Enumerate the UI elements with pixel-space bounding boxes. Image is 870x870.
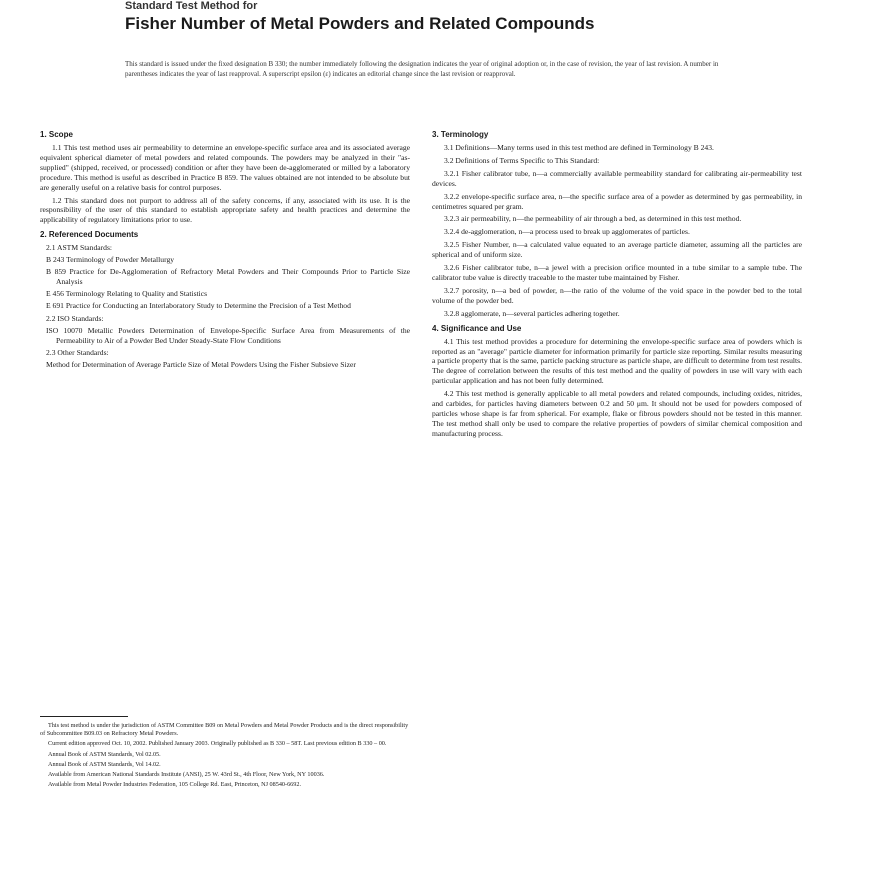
- document-header: [125, 0, 765, 34]
- scope-paragraph-2: 1.2 This standard does not purport to address all of the safety concerns, if any, associated with its use. It is the responsibility of the user of this standard to establish appropriate safety and health practices and determine the applicability of regulatory limitations prior to use.: [40, 195, 410, 225]
- reference-item: ISO 10070 Metallic Powders Determination of Envelope-Specific Surface Area from Measurements of the Permeability to Air of a Powder Bed Under Steady-State Flow Conditions: [46, 325, 410, 345]
- section-heading-terminology: 3. Terminology: [432, 130, 489, 139]
- scope-paragraph-1: 1.1 This test method uses air permeability to determine an envelope-specific surface area and its associated average equivalent spherical diameter of metal powders and related compounds. The powders may be analyzed in their "as-supplied" (shipped, received, or processed) condition or after they have been de-agglomerated or milled by a laboratory procedure. This method is useful as described in Practice B 859. The values obtained are not intended to be absolute but are generally useful on a relative basis for control purposes.: [40, 143, 410, 192]
- other-standards-heading: 2.3 Other Standards:: [46, 348, 109, 358]
- section-heading-significance: 4. Significance and Use: [432, 323, 522, 333]
- reference-item: Method for Determination of Average Particle Size of Metal Powders Using the Fisher Subsieve Sizer: [46, 360, 356, 370]
- reference-item: B 859 Practice for De-Agglomeration of Refractory Metal Powders and Their Compounds Prior to Particle Size Analysis: [46, 267, 410, 286]
- terminology-item: 3.2.1 Fisher calibrator tube, n—a commercially available permeability standard for calibrating air-permeability test devices.: [432, 168, 802, 188]
- terminology-item: 3.2.2 envelope-specific surface area, n—the specific surface area of a powder as determined by gas permeability, in centimetres squared per gram.: [432, 191, 802, 211]
- designation-line: Standard Test Method for: [125, 0, 258, 12]
- astm-standards-heading: 2.1 ASTM Standards:: [46, 243, 113, 253]
- footnote: Current edition approved Oct. 10, 2002. Published January 2003. Originally published as B 330 – 58T. Last previous edition B 330 – 00.: [48, 740, 387, 748]
- footnote: Available from Metal Powder Industries Federation, 105 College Rd. East, Princeton, NJ 08540-6692.: [48, 781, 302, 789]
- footnote: Annual Book of ASTM Standards, Vol 14.02.: [48, 760, 161, 768]
- terminology-item: 3.2 Definitions of Terms Specific to This Standard:: [444, 155, 600, 165]
- terminology-item: 3.2.8 agglomerate, n—several particles adhering together.: [444, 308, 620, 318]
- iso-standards-heading: 2.2 ISO Standards:: [46, 313, 104, 323]
- significance-paragraph-1: 4.1 This test method provides a procedure for determining the envelope-specific surface area of powders which is reported as an "average" particle diameter for information primarily for particle size reporting. Similar results measuring a particle property that is the same, particle packing structure as particle shape, are difficult to determine from test results. The degree of correlation between the results of this test method and the quality of powders in use will vary with each particular application and has not been fully determined.: [432, 336, 802, 386]
- terminology-item: 3.2.5 Fisher Number, n—a calculated value equated to an average particle diameter, assuming all the particles are spherical and of uniform size.: [432, 240, 802, 260]
- reference-item: E 456 Terminology Relating to Quality and Statistics: [46, 288, 208, 298]
- section-heading-scope: 1. Scope: [40, 130, 73, 139]
- terminology-item: 3.2.6 Fisher calibrator tube, n—a jewel with a precision orifice mounted in a tube similar to a sample tube. The calibrator tube value is directly traceable to the master tube maintained by Fisher.: [432, 263, 802, 282]
- significance-paragraph-2: 4.2 This test method is generally applicable to all metal powders and related compounds, including oxides, nitrides, and carbides, for particles having diameters between 0.2 and 50 μm. It should not be used for powders composed of particles whose shape is far from spherical. For example, flake or fibrous powders should not be tested in this manner. The test method shall only be used to compare the relative properties of powders of similar chemical composition and manufacturing process.: [432, 389, 802, 438]
- document-title: Fisher Number of Metal Powders and Related Compounds: [125, 14, 595, 33]
- terminology-item: 3.2.7 porosity, n—a bed of powder, n—the ratio of the volume of the void space in the powder bed to the total volume of the powder bed.: [432, 285, 802, 305]
- section-heading-references: 2. Referenced Documents: [40, 230, 139, 240]
- left-column: [40, 125, 410, 372]
- footnotes: [40, 722, 410, 791]
- terminology-item: 3.2.3 air permeability, n—the permeability of air through a bed, as determined in this test method.: [444, 214, 742, 224]
- terminology-item: 3.1 Definitions—Many terms used in this test method are defined in Terminology B 243.: [444, 143, 714, 152]
- footnote: Annual Book of ASTM Standards, Vol 02.05.: [48, 750, 161, 758]
- reference-item: B 243 Terminology of Powder Metallurgy: [46, 255, 175, 265]
- footnote: Available from American National Standards Institute (ANSI), 25 W. 43rd St., 4th Floor, New York, NY 10036.: [48, 771, 325, 779]
- right-column: [432, 125, 802, 442]
- footnote-divider: [40, 716, 128, 717]
- terminology-item: 3.2.4 de-agglomeration, n—a process used to break up agglomerates of particles.: [444, 227, 690, 237]
- reference-item: E 691 Practice for Conducting an Interlaboratory Study to Determine the Precision of a Test Method: [46, 300, 351, 310]
- issuance-note: This standard is issued under the fixed designation B 330; the number immediately following the designation indicates the year of original adoption or, in the case of revision, the year of last revision. A number in parentheses indicates the year of last reapproval. A superscript epsilon (ε) indicates an editorial change since the last revision or reapproval.: [125, 60, 719, 78]
- footnote: This test method is under the jurisdiction of ASTM Committee B09 on Metal Powders and Metal Powder Products and is the direct responsibility of Subcommittee B09.03 on Refractory Metal Powders.: [40, 722, 409, 738]
